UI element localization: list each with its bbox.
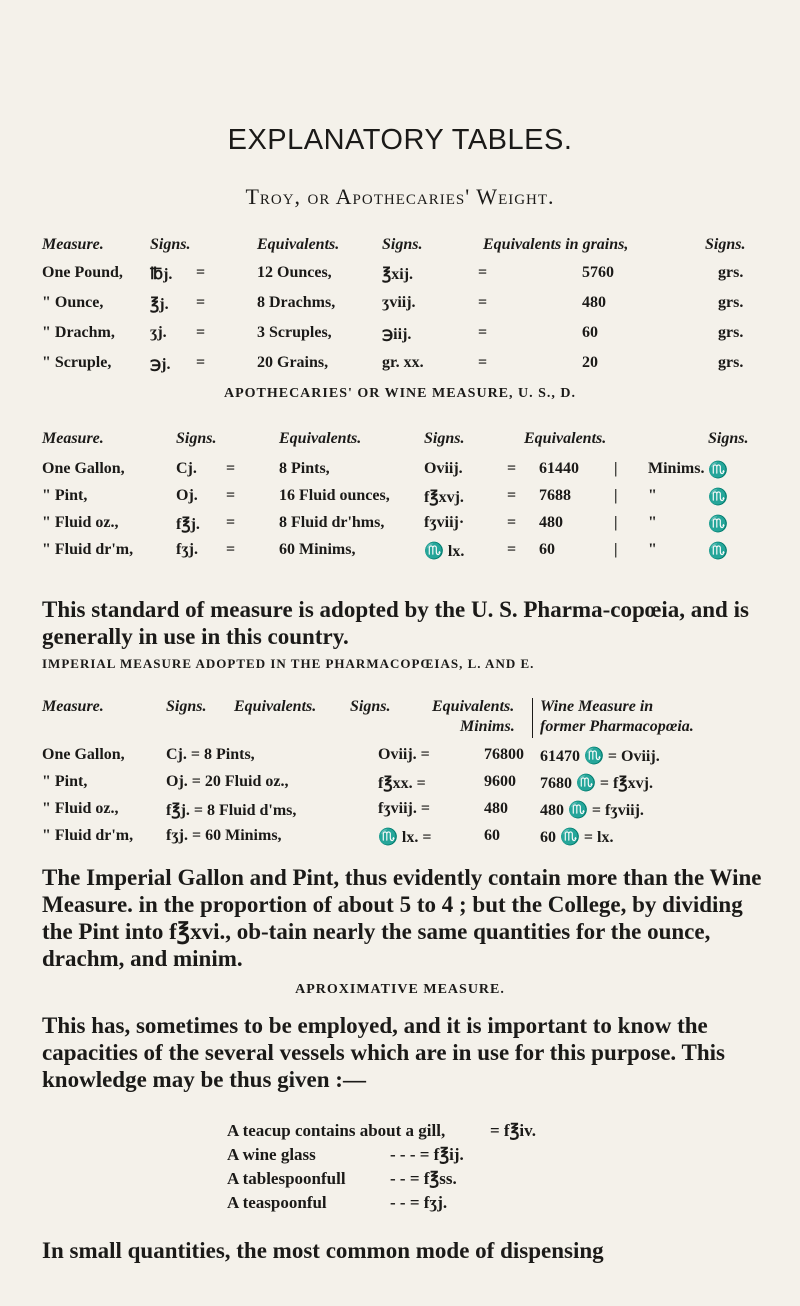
troy-cell: grs. xyxy=(718,354,744,371)
troy-cell: " Ounce, xyxy=(42,294,104,311)
wine-cell: One Gallon, xyxy=(42,460,125,477)
troy-cell: One Pound, xyxy=(42,264,123,281)
wine-cell: " xyxy=(648,514,657,531)
imperial-cell: 480 ♏ = fʒviij. xyxy=(540,802,644,819)
imperial-cell: One Gallon, xyxy=(42,746,125,763)
imperial-cell: 76800 xyxy=(484,746,524,763)
troy-cell: = xyxy=(196,294,206,311)
wine-cell: = xyxy=(226,460,236,477)
wine-cell: fʒviij· xyxy=(424,514,465,531)
troy-cell: gr. xx. xyxy=(382,354,424,371)
troy-heading: Troy, or Apothecaries' Weight. xyxy=(245,184,555,209)
troy-header-signs: Signs. xyxy=(150,236,191,253)
closing-line: In small quantities, the most common mode of dispensing xyxy=(42,1238,604,1263)
wine-cell: = xyxy=(507,487,517,504)
wine-cell: ♏ xyxy=(708,489,728,506)
imperial-cell: 480 xyxy=(484,800,508,817)
wine-header-signs: Signs. xyxy=(176,430,217,447)
imperial-heading: IMPERIAL MEASURE ADOPTED IN THE PHARMACOPŒIAS, L. AND E. xyxy=(42,656,535,671)
troy-cell: 5760 xyxy=(582,264,614,281)
troy-cell: " Scruple, xyxy=(42,354,112,371)
page-title: EXPLANATORY TABLES. xyxy=(227,124,573,156)
wine-cell: | xyxy=(614,541,618,558)
troy-cell: = xyxy=(478,264,488,281)
troy-header-equivalents-grains: Equivalents in grains, xyxy=(483,236,629,253)
imperial-header-measure: Measure. xyxy=(42,698,104,715)
imperial-cell: " Pint, xyxy=(42,773,88,790)
wine-cell: ♏ xyxy=(708,543,728,560)
troy-cell: 3 Scruples, xyxy=(257,324,332,341)
imperial-cell: f℥xx. = xyxy=(378,775,426,792)
troy-cell: = xyxy=(196,354,206,371)
troy-cell: = xyxy=(478,294,488,311)
troy-cell: 12 Ounces, xyxy=(257,264,332,281)
troy-cell: = xyxy=(478,324,488,341)
wine-cell: 60 xyxy=(539,541,555,558)
wine-cell: " xyxy=(648,541,657,558)
imperial-cell: fʒj. = 60 Minims, xyxy=(166,827,282,844)
approx-heading: APROXIMATIVE MEASURE. xyxy=(295,982,505,997)
wine-cell: 16 Fluid ounces, xyxy=(279,487,390,504)
wine-cell: = xyxy=(507,541,517,558)
wine-cell: = xyxy=(507,514,517,531)
wine-cell: Cj. xyxy=(176,460,197,477)
troy-cell: 8 Drachms, xyxy=(257,294,336,311)
wine-cell: " Pint, xyxy=(42,487,88,504)
imperial-header-signs-2: Signs. xyxy=(350,698,391,715)
wine-cell: | xyxy=(614,487,618,504)
troy-cell: 20 xyxy=(582,354,598,371)
imperial-header-signs: Signs. xyxy=(166,698,207,715)
wine-cell: Oj. xyxy=(176,487,198,504)
approx-item-value: = f℥iv. xyxy=(490,1121,536,1140)
wine-cell: 60 Minims, xyxy=(279,541,356,558)
wine-cell: " Fluid oz., xyxy=(42,514,119,531)
imperial-cell: 60 xyxy=(484,827,500,844)
troy-header-measure: Measure. xyxy=(42,236,104,253)
troy-cell: = xyxy=(196,264,206,281)
troy-cell: ℈iij. xyxy=(382,326,412,343)
wine-cell: ♏ lx. xyxy=(424,543,465,560)
imperial-header-minims: Minims. xyxy=(460,718,515,735)
wine-cell: ♏ xyxy=(708,516,728,533)
wine-cell: 61440 xyxy=(539,460,579,477)
wine-cell: Oviij. xyxy=(424,460,463,477)
troy-cell: ʒviij. xyxy=(382,294,416,311)
wine-header-signs-2: Signs. xyxy=(424,430,465,447)
wine-header-measure: Measure. xyxy=(42,430,104,447)
wine-cell: = xyxy=(507,460,517,477)
imperial-cell: f℥j. = 8 Fluid d'ms, xyxy=(166,802,297,819)
wine-cell: | xyxy=(614,514,618,531)
wine-header-equivalents: Equivalents. xyxy=(279,430,362,447)
wine-cell: " xyxy=(648,487,657,504)
imperial-cell: " Fluid oz., xyxy=(42,800,119,817)
imperial-header-equivalents-2: Equivalents. xyxy=(432,698,515,715)
imperial-cell: 9600 xyxy=(484,773,516,790)
wine-heading: APOTHECARIES' OR WINE MEASURE, U. S., D. xyxy=(223,386,577,401)
approx-item-label: A tablespoonfull xyxy=(227,1169,346,1188)
troy-cell: grs. xyxy=(718,324,744,341)
approx-item-label: A teacup contains about a gill, xyxy=(227,1121,446,1140)
wine-cell: ♏ xyxy=(708,462,728,479)
imperial-cell: Oj. = 20 Fluid oz., xyxy=(166,773,289,790)
wine-cell: 480 xyxy=(539,514,563,531)
wine-cell: = xyxy=(226,541,236,558)
imperial-header-equivalents: Equivalents. xyxy=(234,698,317,715)
troy-cell: ℥j. xyxy=(150,296,169,313)
wine-cell: Minims. xyxy=(648,460,705,477)
imperial-cell: Cj. = 8 Pints, xyxy=(166,746,255,763)
approx-item-value: - - = f℥ss. xyxy=(390,1169,457,1188)
approx-item-value: - - - = f℥ij. xyxy=(390,1145,464,1164)
approx-item-value: - - = fʒj. xyxy=(390,1193,448,1212)
imperial-header-former: former Pharmacopœia. xyxy=(540,718,694,735)
imperial-cell: Oviij. = xyxy=(378,746,430,763)
wine-note: This standard of measure is adopted by the U. S. Pharma-copœia, and is generally in use in this country. xyxy=(42,597,749,649)
imperial-cell: fʒviij. = xyxy=(378,800,430,817)
troy-header-equivalents: Equivalents. xyxy=(257,236,340,253)
imperial-header-divider xyxy=(532,698,533,738)
wine-cell: fʒj. xyxy=(176,541,198,558)
wine-cell: = xyxy=(226,487,236,504)
wine-cell: 8 Pints, xyxy=(279,460,330,477)
troy-cell: grs. xyxy=(718,264,744,281)
troy-cell: 20 Grains, xyxy=(257,354,329,371)
troy-header-signs-2: Signs. xyxy=(382,236,423,253)
imperial-cell: ♏ lx. = xyxy=(378,829,432,846)
wine-cell: " Fluid dr'm, xyxy=(42,541,134,558)
troy-cell: " Drachm, xyxy=(42,324,115,341)
troy-cell: 480 xyxy=(582,294,606,311)
imperial-cell: 7680 ♏ = f℥xvj. xyxy=(540,775,653,792)
approx-intro: This has, sometimes to be employed, and it is important to know the capacities of the several vessels which are in use for this purpose. This knowledge may be thus given :— xyxy=(42,1013,725,1092)
wine-cell: 7688 xyxy=(539,487,571,504)
wine-cell: = xyxy=(226,514,236,531)
troy-cell: = xyxy=(196,324,206,341)
troy-cell: ℔j. xyxy=(150,266,173,283)
imperial-cell: " Fluid dr'm, xyxy=(42,827,134,844)
troy-cell: ʒj. xyxy=(150,324,167,341)
troy-cell: ℥xij. xyxy=(382,266,414,283)
troy-cell: grs. xyxy=(718,294,744,311)
imperial-note: The Imperial Gallon and Pint, thus evidently contain more than the Wine Measure. in the proportion of about 5 to 4 ; but the College, by dividing the Pint into f℥xvi., ob-tain nearly the same quantities for the ounce, drachm, and minim. xyxy=(42,865,762,971)
wine-header-signs-3: Signs. xyxy=(708,430,749,447)
wine-cell: f℥xvj. xyxy=(424,489,464,506)
wine-cell: f℥j. xyxy=(176,516,200,533)
troy-header-signs-3: Signs. xyxy=(705,236,746,253)
troy-cell: ℈j. xyxy=(150,356,171,373)
imperial-header-wine-measure: Wine Measure in xyxy=(540,698,654,715)
troy-cell: 60 xyxy=(582,324,598,341)
troy-cell: = xyxy=(478,354,488,371)
approx-item-label: A teaspoonful xyxy=(227,1193,327,1212)
wine-cell: 8 Fluid dr'hms, xyxy=(279,514,385,531)
approx-item-label: A wine glass xyxy=(227,1145,316,1164)
wine-cell: | xyxy=(614,460,618,477)
wine-header-equivalents-2: Equivalents. xyxy=(524,430,607,447)
imperial-cell: 60 ♏ = lx. xyxy=(540,829,614,846)
imperial-cell: 61470 ♏ = Oviij. xyxy=(540,748,660,765)
